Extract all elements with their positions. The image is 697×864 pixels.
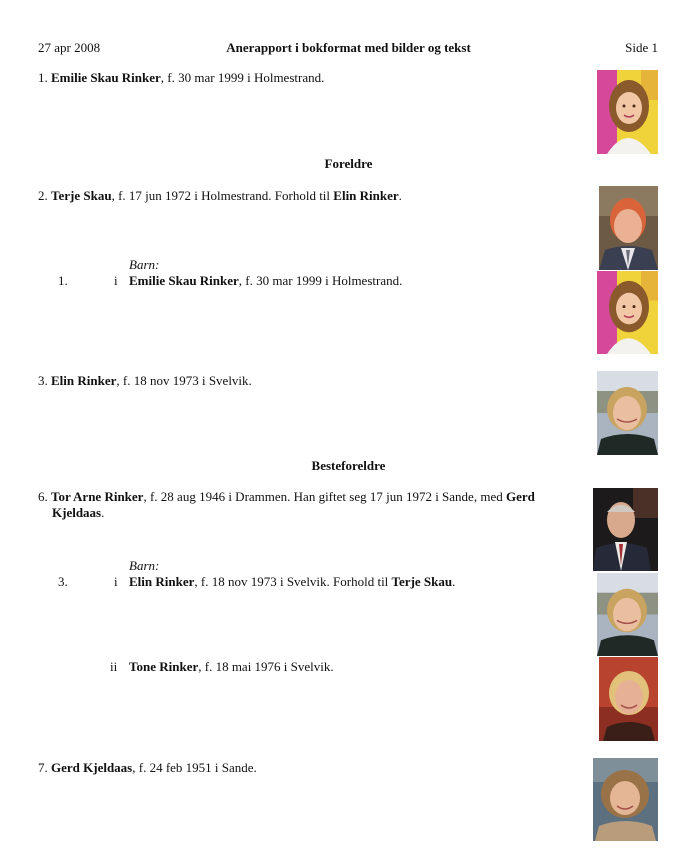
photo-emilie <box>597 70 658 154</box>
person-3-entry <box>38 373 252 389</box>
person-6-entry <box>38 489 535 505</box>
report-title: Anerapport i bokformat med bilder og tekst <box>226 40 471 55</box>
person-details: , f. 17 jun 1972 i Holmestrand. Forhold til <box>111 188 334 203</box>
child-entry <box>129 273 402 289</box>
entry-number: 2. <box>38 188 48 203</box>
punctuation: . <box>398 188 402 203</box>
section-heading-grandparents: Besteforeldre <box>311 458 386 473</box>
child-roman-numeral: i <box>114 273 118 288</box>
person-name: Tor Arne Rinker <box>51 489 144 504</box>
punctuation: . <box>452 574 456 589</box>
children-label: Barn: <box>129 558 160 573</box>
children-label: Barn: <box>129 257 160 272</box>
person-details: , f. 18 nov 1973 i Svelvik. <box>116 373 252 388</box>
person-1-entry <box>38 70 324 86</box>
person-7-entry <box>38 760 257 776</box>
entry-number: 7. <box>38 760 48 775</box>
child-entry <box>129 659 334 675</box>
child-roman-numeral: i <box>114 574 118 589</box>
child-details: , f. 30 mar 1999 i Holmestrand. <box>238 273 403 288</box>
header-date: 27 apr 2008 <box>38 40 101 55</box>
child-ref-number: 3. <box>58 574 68 589</box>
spouse-name-last: Kjeldaas <box>52 505 102 520</box>
person-name: Terje Skau <box>51 188 112 203</box>
child-entry <box>129 574 455 590</box>
photo-tor-arne <box>593 488 658 571</box>
person-2-entry <box>38 188 402 204</box>
person-name: Elin Rinker <box>51 373 117 388</box>
spouse-name-first: Gerd <box>505 489 535 504</box>
child-ref-number: 1. <box>58 273 68 288</box>
person-details: , f. 28 aug 1946 i Drammen. Han giftet seg 17 jun 1972 i Sande, med <box>143 489 506 504</box>
photo-gerd <box>593 758 658 841</box>
punctuation: . <box>101 505 105 520</box>
person-name: Gerd Kjeldaas <box>51 760 133 775</box>
child-details: , f. 18 mai 1976 i Svelvik. <box>198 659 334 674</box>
photo-elin-child <box>597 573 658 656</box>
child-name: Tone Rinker <box>129 659 199 674</box>
section-heading-parents: Foreldre <box>324 156 373 171</box>
photo-tone <box>599 657 658 741</box>
partner-name: Terje Skau <box>391 574 453 589</box>
entry-number: 1. <box>38 70 48 85</box>
entry-number: 6. <box>38 489 48 504</box>
person-6-entry-continued <box>52 505 104 521</box>
photo-elin <box>597 371 658 455</box>
child-name: Emilie Skau Rinker <box>129 273 239 288</box>
page-number: Side 1 <box>625 40 658 55</box>
person-name: Emilie Skau Rinker <box>51 70 161 85</box>
child-name: Elin Rinker <box>129 574 195 589</box>
person-details: , f. 24 feb 1951 i Sande. <box>132 760 257 775</box>
entry-number: 3. <box>38 373 48 388</box>
photo-emilie-child <box>597 271 658 354</box>
photo-terje <box>599 186 658 270</box>
partner-name: Elin Rinker <box>333 188 399 203</box>
person-details: , f. 30 mar 1999 i Holmestrand. <box>160 70 325 85</box>
child-details: , f. 18 nov 1973 i Svelvik. Forhold til <box>194 574 392 589</box>
child-roman-numeral: ii <box>110 659 118 674</box>
